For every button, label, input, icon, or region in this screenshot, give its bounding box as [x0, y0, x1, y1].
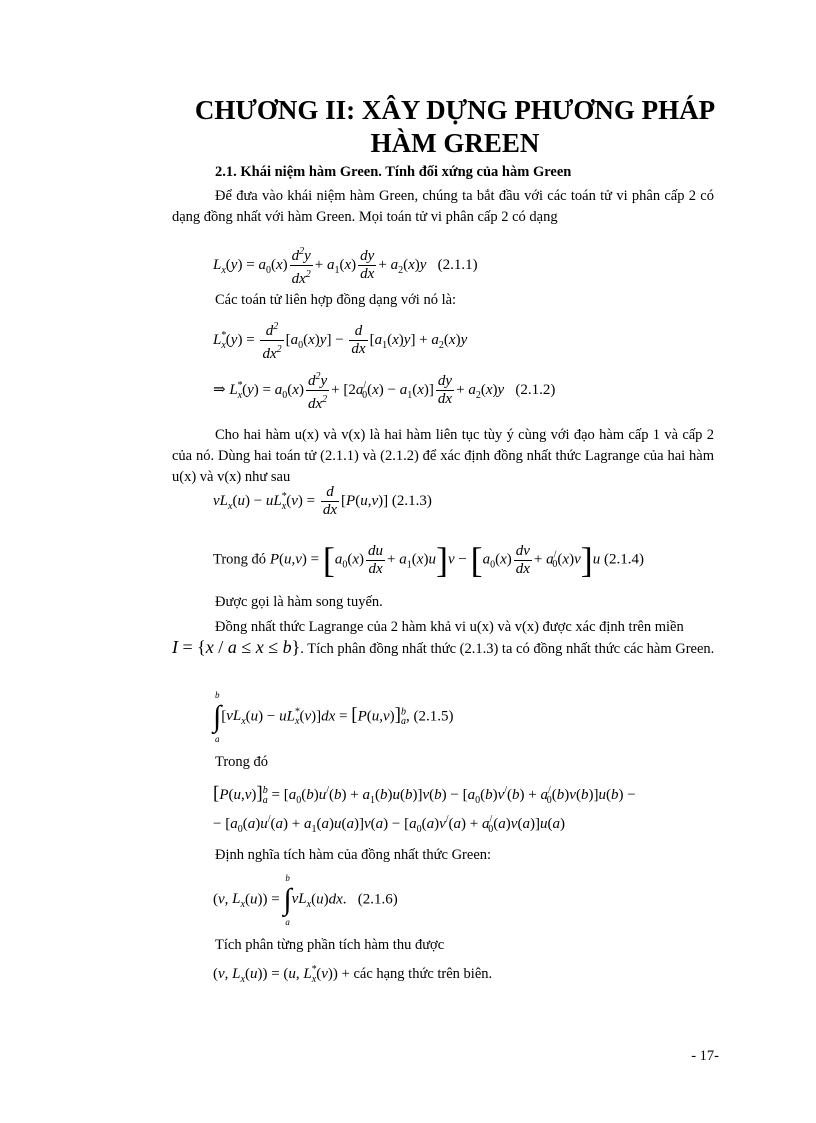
equation-label: (2.1.2) [515, 381, 556, 398]
where-label: Trong đó [213, 551, 267, 568]
equation-2-1-1: $L_x(y) = a_0(x)$ $\frac{d^2y}{dx^2}$ + $a_1(x)$ $\frac{dy}{dx}$ + $a_2(x)y$ (2.1.1) [213, 243, 478, 288]
paragraph-lagrange: Cho hai hàm u(x) và v(x) là hai hàm liên tục tùy ý cùng với đạo hàm cấp 1 và cấp 2 của nó. Dùng hai toán tử (2.1.1) và (2.1.2) để xác định đồng nhất thức Lagrange của hai hàm u(x) và v(x) như sau [172, 427, 714, 485]
where-label-2: Trong đó [215, 754, 269, 770]
equation-2-1-5: ∫ b a $[vL_x(u) - uL^*_x(v)]dx = [P(u,v)]^b_a$, (2.1.5) [213, 690, 454, 744]
equation-label: (2.1.1) [437, 256, 478, 273]
equation-label: (2.1.4) [604, 551, 645, 568]
equation-final: (v, $L_x(u)) = (u$, $L^*_x(v)$) + các hạng thức trên biên. [213, 964, 493, 985]
equation-2-1-4: Trong đó $P(u,v) = [a_0(x)$ $\frac{du}{dx}$ + $a_1(x)u]v - [a_0(x)$ $\frac{dv}{dx}$ + $a^/_0(x)v]u$ (2.1.4) [213, 540, 645, 580]
paragraph-definition: Định nghĩa tích hàm của đồng nhất thức Green: [215, 847, 492, 863]
equation-boundary-line-1: $[P(u,v)]^b_a = [a_0(b)u^/(b) + a_1(b)u(b)]v(b) - [a_0(b)v^/(b) + a^/_0(b)v(b)]u(b)$ − [213, 783, 636, 806]
equation-2-1-2: ⇒ $L^*_x(y) = a_0(x)$ $\frac{d^2y}{dx^2}$ + $[2a^/_0(x) - a_1(x)]$ $\frac{dy}{dx}$ + $a_2(x)y$ (2.1.2) [213, 368, 555, 413]
equation-adjoint: $L^*_x(y)$ = $\frac{d^2}{dx^2}$ $[a_0(x)y]$ − $\frac{d}{dx}$ $[a_1(x)y] + a_2(x)y$ [213, 318, 467, 363]
equation-boundary-line-2: − $[a_0(a)u^/(a) + a_1(a)u(a)]v(a) - [a_0(a)v^/(a) + a^/_0(a)v(a)]u(a)$ [213, 814, 565, 835]
chapter-title: CHƯƠNG II: XÂY DỰNG PHƯƠNG PHÁP HÀM GREEN [194, 95, 716, 158]
paragraph-green-identity-a: Đồng nhất thức Lagrange của 2 hàm khả vi u(x) và v(x) được xác định trên miền [215, 619, 684, 635]
equation-label: (2.1.5) [413, 708, 454, 725]
paragraph-bilinear: Được gọi là hàm song tuyến. [215, 594, 383, 610]
paragraph-integration: Tích phân từng phần tích hàm thu được [215, 937, 445, 953]
paragraph-intro: Để đưa vào khái niệm hàm Green, chúng ta bắt đầu với các toán tử vi phân cấp 2 có dạng đồng nhất với hàm Green. Mọi toán tử vi phân cấp 2 có dạng [172, 188, 714, 225]
equation-2-1-3: $vL_x(u) - uL^*_x(v)$ = $\frac{d}{dx}$ [P(u,v)] (2.1.3) [213, 484, 432, 518]
equation-label: (2.1.6) [357, 891, 398, 908]
section-heading: 2.1. Khái niệm hàm Green. Tính đối xứng của hàm Green [215, 164, 572, 180]
page-number: - 17- [691, 1048, 719, 1064]
paragraph-green-identity-b: I = {x / a ≤ x ≤ b}. Tích phân đồng nhất thức (2.1.3) ta có đồng nhất thức các hàm Green. [172, 637, 715, 657]
paragraph-adjoint: Các toán tử liên hợp đồng dạng với nó là: [215, 292, 457, 308]
equation-label: (2.1.3) [391, 492, 432, 509]
equation-2-1-6: (v, $L_x(u)$) = ∫ b a $vL_x(u)dx$. (2.1.6) [213, 873, 398, 927]
